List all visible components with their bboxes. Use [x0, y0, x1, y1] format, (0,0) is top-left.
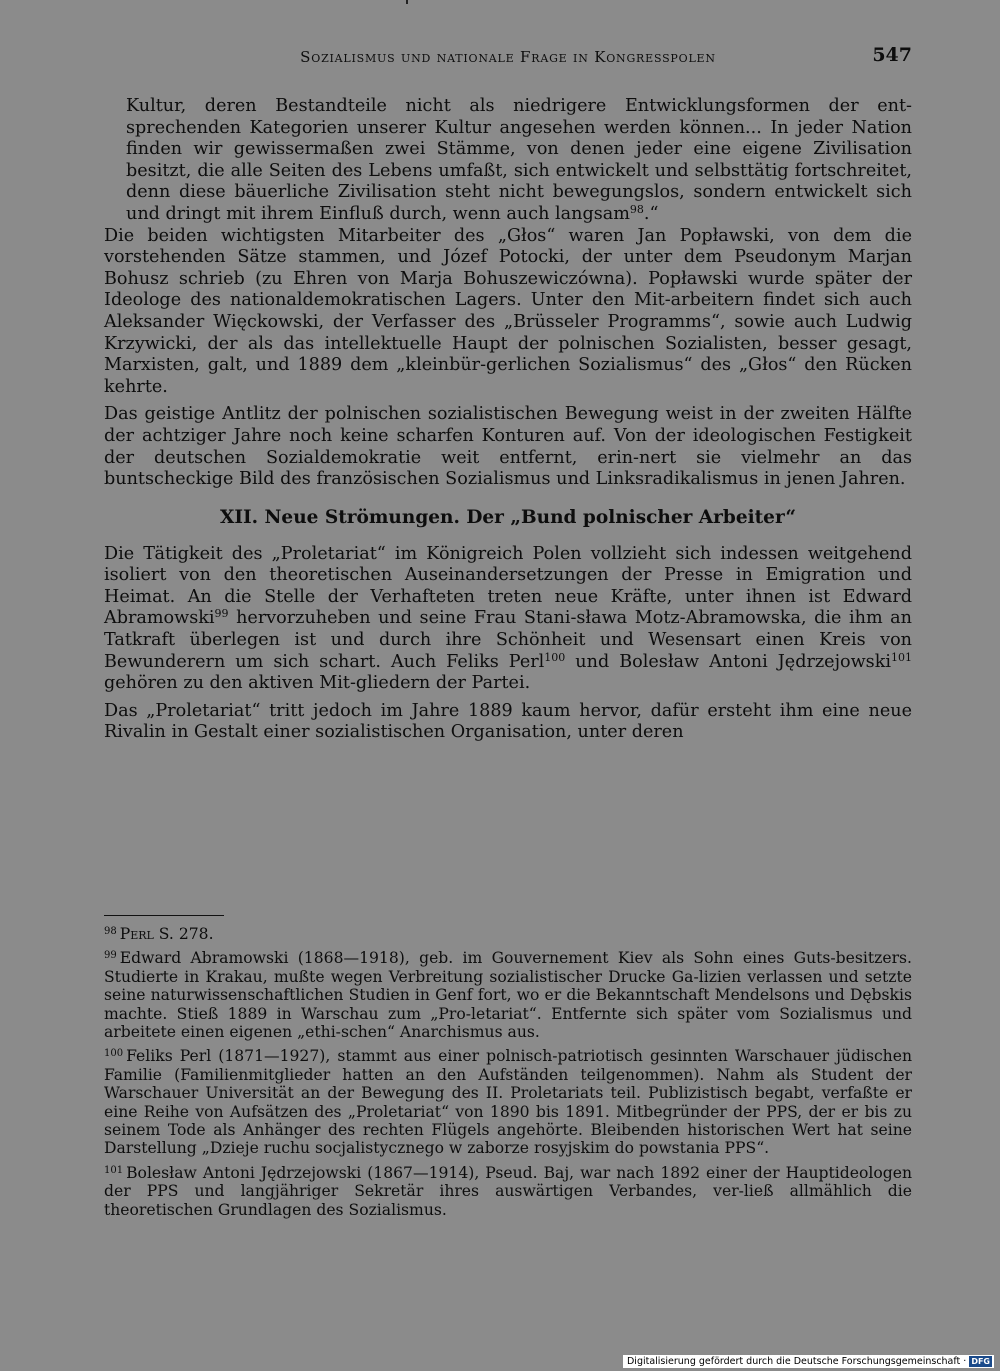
footnote-divider: [104, 915, 224, 916]
footnotes: [104, 925, 912, 1225]
footnote-ref-98[interactable]: 98: [629, 202, 644, 216]
credit-text: Digitalisierung gefördert durch die Deutsche Forschungsgemeinschaft ·: [626, 1356, 967, 1367]
scan-mark: [406, 0, 408, 4]
footnote-number: 98: [104, 926, 117, 937]
page-header: [104, 44, 912, 72]
footnote-text: Bolesław Antoni Jędrzejowski (1867—1914), Pseud. Baj, war nach 1892 einer der Hauptideologen der PPS und langjähriger Sekretär ihres auswärtigen Verbandes, ver-ließ allmählich die theoretischen Grundlagen des Sozialismus.: [104, 1163, 912, 1219]
footnote-text: Feliks Perl (1871—1927), stammt aus einer polnisch-patriotisch gesinnten Warschauer jüdischen Familie (Familienmitglieder hatten an den Aufständen teilgenommen). Nahm als Student der Warschauer Universität an der Bewegung des II. Proletariats teil. Publizistisch begabt, verfaßte er eine Reihe von Aufsätzen des „Proletariat“ von 1890 bis 1891. Mitbegründer der PPS, der er bis zu seinem Tode als Anhänger des rechten Flügels angehörte. Bleibenden historischen Wert hat seine Darstellung „Dzieje ruchu socjalistycznego w zaborze rosyjskim do powstania PPS“.: [104, 1047, 912, 1158]
block-quote: [104, 96, 912, 226]
footnote-number: 99: [104, 950, 117, 962]
main-text: [104, 96, 912, 744]
footnote-ref-99[interactable]: 99: [214, 607, 229, 621]
dfg-logo-icon: DFG: [971, 1357, 990, 1366]
footnote-98: [104, 925, 912, 943]
footnote-101: [104, 1164, 912, 1219]
footnote-number: 100: [104, 1048, 124, 1060]
paragraph-3-text-b: hervorzuheben und seine Frau Stani-sława Motz-Abramowska, die ihm an Tatkraft überlegen ist und durch ihre Schönheit und Wesensart einen Kreis von Bewunderern um sich schart. Auch Feliks Perl: [104, 608, 912, 672]
footnote-text: Edward Abramowski (1868—1918), geb. im Gouvernement Kiev als Sohn eines Guts-besitzers. Studierte in Krakau, mußte wegen Verbreitung sozialistischer Drucke Ga-lizien verlassen und setzte seine naturwissenschaftlichen Studien in Genf fort, wo er die Bekanntschaft Mendelsons und Dębskis machte. Stieß 1889 in Warschau zum „Pro-letariat“. Entfernte sich später vom Sozialismus und arbeitete einen eigenen „ethi-schen“ Anarchismus aus.: [104, 949, 912, 1042]
paragraph-2: Das geistige Antlitz der polnischen sozialistischen Bewegung weist in der zweiten Hälfte der achtziger Jahre noch keine scharfen Konturen auf. Von der ideologischen Festigkeit der deutschen Sozialdemokratie weit entfernt, erin-nert sie vielmehr an das buntscheckige Bild des französischen Sozialismus und Linksradikalismus in jenen Jahren.: [104, 404, 912, 490]
paragraph-1: Die beiden wichtigsten Mitarbeiter des „Głos“ waren Jan Popławski, von dem die vorstehenden Sätze stammen, und Józef Potocki, der unter dem Pseudonym Marjan Bohusz schrieb (zu Ehren von Marja Bohuszewiczówna). Popławski wurde später der Ideologe des nationaldemokratischen Lagers. Unter den Mit-arbeitern findet sich auch Aleksander Więckowski, der Verfasser des „Brüsseler Programms“, sowie auch Ludwig Krzywicki, der als das intellektuelle Haupt der polnischen Sozialisten, besser gesagt, Marxisten, galt, und 1889 dem „kleinbür-gerlichen Sozialismus“ des „Głos“ den Rücken kehrte.: [104, 225, 912, 397]
paragraph-4: Das „Proletariat“ tritt jedoch im Jahre 1889 kaum hervor, dafür ersteht ihm eine neue Rivalin in Gestalt einer sozialistischen Organisation, unter deren: [104, 700, 912, 743]
footnote-text: S. 278.: [153, 925, 214, 943]
paragraph-3-text-a: Die Tätigkeit des „Proletariat“ im Königreich Polen vollzieht sich indessen weitgehend isoliert von den theoretischen Auseinandersetzungen der Presse in Emigration und Heimat. An die Stelle der Verhafteten treten neue Kräfte, unter ihnen ist Edward Abramowski: [104, 543, 912, 629]
footnote-ref-101[interactable]: 101: [891, 650, 912, 664]
running-title: Sozialismus und nationale Frage in Kongresspolen: [300, 48, 716, 66]
footnote-number: 101: [104, 1164, 124, 1176]
quote-end: .“: [643, 203, 659, 224]
quote-text: Kultur, deren Bestandteile nicht als niedrigere Entwicklungsformen der ent-sprechenden Kategorien unserer Kultur angesehen werden können... In jeder Nation finden wir gewissermaßen zwei Stämme, von denen jeder eine eigene Zivilisation besitzt, die alle Seiten des Lebens umfaßt, sich entwickelt und selbsttätig fortschreitet, denn diese bäuerliche Zivilisation steht nicht bewegungslos, sondern entwickelt sich und dringt mit ihrem Einfluß durch, wenn auch langsam: [126, 96, 912, 224]
footnote-ref-100[interactable]: 100: [544, 650, 566, 664]
footnote-99: [104, 949, 912, 1041]
footnote-100: [104, 1047, 912, 1157]
paragraph-3: [104, 544, 912, 695]
paragraph-3-text-d: gehören zu den aktiven Mit-gliedern der Partei.: [104, 673, 531, 694]
footnote-author: Perl: [119, 925, 154, 943]
digitization-credit[interactable]: [623, 1355, 994, 1368]
page-number: 547: [872, 44, 912, 66]
section-heading: XII. Neue Strömungen. Der „Bund polnischer Arbeiter“: [219, 506, 797, 528]
paragraph-3-text-c: und Bolesław Antoni Jędrzejowski: [565, 651, 891, 672]
